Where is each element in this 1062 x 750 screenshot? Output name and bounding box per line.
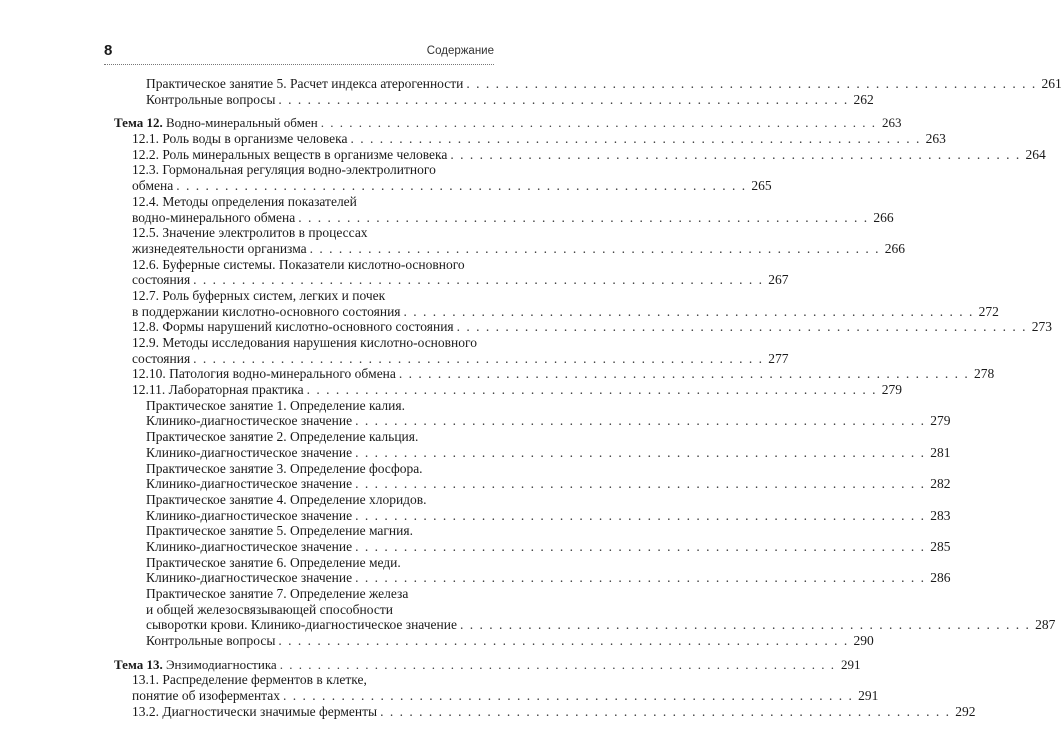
- toc-entry[interactable]: [146, 460, 951, 492]
- toc-entry-text: 12.3. Гормональная регуляция водно-электролитного: [132, 162, 436, 178]
- toc-topic-spacer: [104, 107, 494, 115]
- toc-page-number: 285: [930, 538, 951, 554]
- toc-entry[interactable]: [132, 162, 772, 194]
- toc-leader-dots: . . . . . . . . . . . . . . . . . . . . . . . . . . . . . . . . . . . . . . . . . . . . . . . . . . . . . . . . . . .: [320, 115, 877, 131]
- toc-topic-label: Тема 12.: [114, 115, 163, 131]
- toc-entry-text: Практическое занятие 2. Определение кальция.: [146, 429, 419, 445]
- toc-entry[interactable]: [146, 76, 1062, 92]
- toc-page-number: 272: [978, 303, 999, 319]
- toc-entry-text: Практическое занятие 1. Определение калия.: [146, 397, 405, 413]
- toc-leader-dots: . . . . . . . . . . . . . . . . . . . . . . . . . . . . . . . . . . . . . . . . . . . . . . . . . . . . . . . . . . .: [298, 209, 869, 225]
- toc-page-number: 278: [974, 366, 995, 382]
- running-header: [104, 40, 494, 62]
- toc-leader-dots: . . . . . . . . . . . . . . . . . . . . . . . . . . . . . . . . . . . . . . . . . . . . . . . . . . . . . . . . . . .: [380, 703, 951, 719]
- toc-page-number: 282: [930, 476, 951, 492]
- toc-entry-text: Практическое занятие 5. Расчет индекса атерогенности: [146, 76, 464, 91]
- toc-entry-text: 12.2. Роль минеральных веществ в организме человека: [132, 146, 448, 162]
- toc-leader-dots: . . . . . . . . . . . . . . . . . . . . . . . . . . . . . . . . . . . . . . . . . . . . . . . . . . . . . . . . . . .: [456, 319, 1028, 335]
- toc-leader-dots: . . . . . . . . . . . . . . . . . . . . . . . . . . . . . . . . . . . . . . . . . . . . . . . . . . . . . . . . . . .: [355, 507, 926, 523]
- toc-topic-entry[interactable]: [114, 656, 861, 673]
- toc-leader-dots: . . . . . . . . . . . . . . . . . . . . . . . . . . . . . . . . . . . . . . . . . . . . . . . . . . . . . . . . . . .: [403, 303, 974, 319]
- toc-entry-text: 12.7. Роль буферных систем, легких и почек: [132, 287, 386, 303]
- toc-page-number: 266: [873, 209, 894, 225]
- toc-page-number: 290: [853, 633, 874, 649]
- toc-entry[interactable]: [146, 491, 951, 523]
- toc-leader-dots: . . . . . . . . . . . . . . . . . . . . . . . . . . . . . . . . . . . . . . . . . . . . . . . . . . . . . . . . . . .: [278, 91, 849, 107]
- toc-entry[interactable]: [132, 382, 902, 398]
- toc-leader-dots: . . . . . . . . . . . . . . . . . . . . . . . . . . . . . . . . . . . . . . . . . . . . . . . . . . . . . . . . . . .: [398, 366, 970, 382]
- toc-leader-dots: . . . . . . . . . . . . . . . . . . . . . . . . . . . . . . . . . . . . . . . . . . . . . . . . . . . . . . . . . . .: [193, 350, 764, 366]
- toc-leader-dots: . . . . . . . . . . . . . . . . . . . . . . . . . . . . . . . . . . . . . . . . . . . . . . . . . . . . . . . . . . .: [355, 444, 926, 460]
- toc-entry[interactable]: [132, 319, 1053, 335]
- toc-entry[interactable]: [146, 554, 951, 586]
- toc-entry-text: 12.9. Методы исследования нарушения кислотно-основного: [132, 335, 477, 350]
- toc-entry[interactable]: [132, 193, 894, 225]
- toc-page-number: 265: [751, 178, 772, 194]
- toc-entry-text: 13.2. Диагностически значимые ферменты: [132, 703, 378, 719]
- toc-leader-dots: . . . . . . . . . . . . . . . . . . . . . . . . . . . . . . . . . . . . . . . . . . . . . . . . . . . . . . . . . . .: [459, 617, 1031, 633]
- toc-entry-text: 12.4. Методы определения показателей: [132, 193, 357, 209]
- toc-entry-text: Контрольные вопросы: [146, 633, 276, 649]
- toc-entry-text: Практическое занятие 7. Определение железа: [146, 586, 409, 601]
- table-of-contents: [104, 76, 1062, 720]
- toc-leader-dots: . . . . . . . . . . . . . . . . . . . . . . . . . . . . . . . . . . . . . . . . . . . . . . . . . . . . . . . . . . .: [355, 476, 926, 492]
- toc-leader-dots: . . . . . . . . . . . . . . . . . . . . . . . . . . . . . . . . . . . . . . . . . . . . . . . . . . . . . . . . . . .: [193, 272, 764, 288]
- toc-leader-dots: . . . . . . . . . . . . . . . . . . . . . . . . . . . . . . . . . . . . . . . . . . . . . . . . . . . . . . . . . . .: [306, 382, 877, 398]
- toc-entry-text: в поддержании кислотно-основного состояния: [132, 303, 401, 319]
- toc-entry-text: водно-минерального обмена: [132, 209, 296, 225]
- toc-leader-dots: . . . . . . . . . . . . . . . . . . . . . . . . . . . . . . . . . . . . . . . . . . . . . . . . . . . . . . . . . . .: [355, 570, 926, 586]
- toc-page-number: 283: [930, 507, 951, 523]
- toc-entry-text: Практическое занятие 6. Определение меди.: [146, 554, 401, 570]
- toc-entry[interactable]: [146, 586, 1056, 633]
- toc-page-number: 286: [930, 570, 951, 586]
- toc-entry[interactable]: [132, 366, 995, 382]
- toc-leader-dots: . . . . . . . . . . . . . . . . . . . . . . . . . . . . . . . . . . . . . . . . . . . . . . . . . . . . . . . . . . .: [278, 633, 849, 649]
- toc-entry-text: Клинико-диагностическое значение: [146, 570, 353, 586]
- toc-page-number: 267: [768, 272, 789, 288]
- toc-page-number: 281: [930, 444, 951, 460]
- toc-entry[interactable]: [146, 91, 874, 108]
- toc-entry-text: Тема 13. Энзимодиагностика: [114, 656, 277, 672]
- toc-entry-text: 13.1. Распределение ферментов в клетке,: [132, 672, 367, 688]
- toc-page-number: 287: [1035, 617, 1056, 633]
- toc-topic-entry[interactable]: [114, 115, 902, 131]
- toc-entry-text: обмена: [132, 178, 174, 194]
- toc-entry[interactable]: [146, 429, 951, 460]
- toc-leader-dots: . . . . . . . . . . . . . . . . . . . . . . . . . . . . . . . . . . . . . . . . . . . . . . . . . . . . . . . . . . .: [466, 76, 1037, 91]
- toc-entry-text: Клинико-диагностическое значение: [146, 507, 353, 523]
- toc-entry-text: состояния: [132, 272, 191, 288]
- toc-entry[interactable]: [132, 287, 999, 319]
- toc-leader-dots: . . . . . . . . . . . . . . . . . . . . . . . . . . . . . . . . . . . . . . . . . . . . . . . . . . . . . . . . . . .: [350, 131, 921, 147]
- toc-entry[interactable]: [132, 131, 946, 147]
- toc-entry-text: и общей железосвязывающей способности: [146, 601, 393, 617]
- toc-page-number: 266: [884, 240, 906, 256]
- toc-entry-text: 12.11. Лабораторная практика: [132, 382, 304, 398]
- toc-entry-text: Практическое занятие 5. Определение магния.: [146, 523, 413, 539]
- toc-entry-text: жизнедеятельности организма: [132, 240, 307, 256]
- toc-entry-text: Тема 12. Водно-минеральный обмен: [114, 115, 318, 131]
- toc-page-number: 261: [1041, 76, 1062, 91]
- toc-entry-text: 12.6. Буферные системы. Показатели кислотно-основного: [132, 256, 465, 272]
- toc-entry[interactable]: [146, 397, 951, 429]
- toc-topic-label: Тема 13.: [114, 656, 163, 672]
- toc-entry[interactable]: [132, 225, 906, 256]
- toc-leader-dots: . . . . . . . . . . . . . . . . . . . . . . . . . . . . . . . . . . . . . . . . . . . . . . . . . . . . . . . . . . .: [355, 413, 926, 429]
- toc-leader-dots: . . . . . . . . . . . . . . . . . . . . . . . . . . . . . . . . . . . . . . . . . . . . . . . . . . . . . . . . . . .: [279, 656, 836, 672]
- toc-entry-text: Практическое занятие 3. Определение фосфора.: [146, 460, 423, 476]
- header-dotted-rule: [104, 64, 494, 65]
- toc-page-number: 273: [1031, 319, 1053, 335]
- toc-entry-text: 12.8. Формы нарушений кислотно-основного состояния: [132, 319, 454, 335]
- toc-entry[interactable]: [132, 256, 789, 288]
- toc-entry-text: Клинико-диагностическое значение: [146, 444, 353, 460]
- toc-entry-text: понятие об изоферментах: [132, 688, 280, 704]
- toc-page-number: 277: [768, 350, 789, 366]
- toc-topic-spacer: [104, 649, 494, 657]
- toc-entry-text: Контрольные вопросы: [146, 91, 276, 107]
- toc-entry-text: 12.10. Патология водно-минерального обмена: [132, 366, 396, 382]
- toc-entry[interactable]: [146, 633, 874, 649]
- toc-page-number: 279: [881, 382, 902, 398]
- toc-page-number: 262: [853, 91, 874, 107]
- toc-entry[interactable]: [132, 146, 1046, 163]
- toc-leader-dots: . . . . . . . . . . . . . . . . . . . . . . . . . . . . . . . . . . . . . . . . . . . . . . . . . . . . . . . . . . .: [309, 240, 881, 256]
- toc-page-number: 264: [1025, 146, 1046, 162]
- toc-entry-text: Практическое занятие 4. Определение хлоридов.: [146, 491, 427, 507]
- toc-leader-dots: . . . . . . . . . . . . . . . . . . . . . . . . . . . . . . . . . . . . . . . . . . . . . . . . . . . . . . . . . . .: [176, 178, 747, 194]
- toc-entry[interactable]: [132, 335, 789, 366]
- page-number: 8: [104, 42, 113, 59]
- toc-entry-text: состояния: [132, 350, 191, 366]
- toc-entry[interactable]: [132, 703, 976, 720]
- toc-entry-text: Клинико-диагностическое значение: [146, 413, 353, 429]
- toc-page-number: 291: [858, 688, 879, 704]
- toc-leader-dots: . . . . . . . . . . . . . . . . . . . . . . . . . . . . . . . . . . . . . . . . . . . . . . . . . . . . . . . . . . .: [355, 538, 926, 554]
- toc-entry-text: Клинико-диагностическое значение: [146, 538, 353, 554]
- section-title: Содержание: [426, 45, 494, 57]
- toc-leader-dots: . . . . . . . . . . . . . . . . . . . . . . . . . . . . . . . . . . . . . . . . . . . . . . . . . . . . . . . . . . .: [450, 146, 1021, 162]
- toc-page-number: 279: [930, 413, 951, 429]
- toc-page-number: 263: [881, 115, 902, 131]
- toc-entry-text: 12.1. Роль воды в организме человека: [132, 131, 348, 147]
- toc-page-number: 292: [955, 703, 976, 719]
- toc-entry[interactable]: [146, 523, 951, 554]
- toc-entry-text: Клинико-диагностическое значение: [146, 476, 353, 492]
- toc-entry-text: сыворотки крови. Клинико-диагностическое значение: [146, 617, 457, 633]
- toc-page-number: 291: [840, 656, 861, 672]
- toc-page-number: 263: [925, 131, 946, 147]
- toc-leader-dots: . . . . . . . . . . . . . . . . . . . . . . . . . . . . . . . . . . . . . . . . . . . . . . . . . . . . . . . . . . .: [282, 688, 854, 704]
- toc-entry[interactable]: [132, 672, 879, 704]
- toc-entry-text: 12.5. Значение электролитов в процессах: [132, 225, 368, 241]
